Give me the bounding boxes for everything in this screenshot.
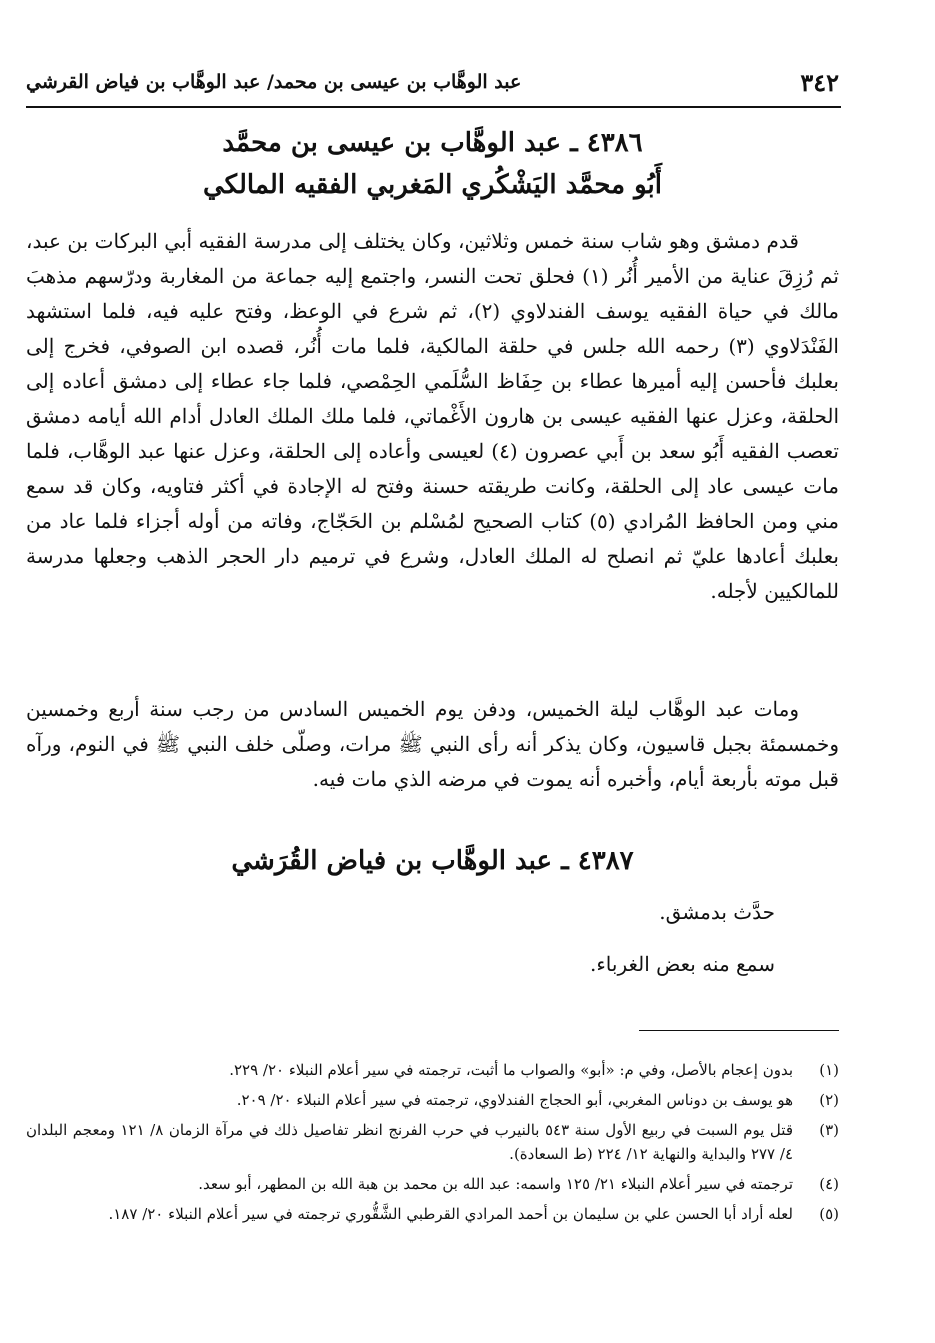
footnote (26, 1088, 839, 1112)
footnote-text: هو يوسف بن دوناس المغربي، أبو الحجاج الفندلاوي، ترجمته في سير أعلام النبلاء ٢٠/ ٢٠٩. (236, 1091, 793, 1109)
footnote-number: (٣) (819, 1121, 839, 1139)
footnote (26, 1058, 839, 1082)
footnotes (26, 1058, 839, 1232)
footnote-text: قتل يوم السبت في ربيع الأول سنة ٥٤٣ بالنيرب في حرب الفرنج انظر تفاصيل ذلك في مرآة الزمان ٨/ ١٢١ ومعجم البلدان ٤/ ٢٧٧ والبداية والنهاية ١٢/ ٢٢٤ (ط السعادة). (26, 1121, 793, 1163)
footnote-number: (١) (819, 1061, 839, 1079)
footnote-number: (٢) (819, 1091, 839, 1109)
footnote (26, 1202, 839, 1226)
footnote-text: بدون إعجام بالأصل، وفي م: «أبو» والصواب ما أثبت، ترجمته في سير أعلام النبلاء ٢٠/ ٢٢٩. (229, 1061, 793, 1079)
footnote-number: (٤) (819, 1175, 839, 1193)
header-divider (26, 106, 841, 108)
entry-4387-line-2: سمع منه بعض الغرباء. (590, 952, 775, 976)
footnote-divider (639, 1030, 839, 1031)
footnote (26, 1118, 839, 1166)
entry-4386-paragraph-2: ومات عبد الوهَّاب ليلة الخميس، ودفن يوم الخميس السادس من رجب سنة أربع وخمسين وخمسمئة بجبل قاسيون، وكان يذكر أنه رأى النبي ﷺ مرات، وصلّى خلف النبي ﷺ في النوم، ورآه قبل موته بأربعة أيام، وأخبره أنه يموت في مرضه الذي مات فيه. (26, 697, 839, 791)
running-title: عبد الوهَّاب بن عيسى بن محمد/ عبد الوهَّاب بن فياض القرشي (26, 71, 522, 93)
entry-4386-paragraph-1: قدم دمشق وهو شاب سنة خمس وثلاثين، وكان يختلف إلى مدرسة الفقيه أبي البركات بن عبد، ثم رُزِقَ عناية من الأمير أُنُر (١) فحلق تحت النسر، واجتمع إليه جماعة من المغاربة ودرّسهم مذهبَ مالك في حياة الفقيه يوسف الفندلاوي (٢)، ثم شرع في الوعظ، وفتح عليه فيه، فلما استشهد الفَنْدَلاوي (٣) رحمه الله جلس في حلقة المالكية، فلما مات أُنُر، قصده ابن الصوفي، فخرج إلى بعلبك فأحسن إليه أميرها عطاء بن حِفَاظ السُّلَمي الحِمْصي، فلما جاء عطاء إلى دمشق أعاده إلى الحلقة، وعزل عنها الفقيه عيسى بن هارون الأَغْماتي، فلما ملك الملك العادل أدام الله أيامه دمشق تعصب الفقيه أَبُو سعد بن أَبي عصرون (٤) لعيسى وأعاده إلى الحلقة، وعزل عنها عبد الوهَّاب، فلما مات عيسى عاد إلى الحلقة، وكانت طريقته حسنة وفتح له الإجادة في أكثر فتاويه، وكان قد سمع مني ومن الحافظ المُرادي (٥) كتاب الصحيح لمُسْلم بن الحَجّاج، وفاته من أوله أجزاء فلما عاد من بعلبك أعادها عليّ ثم انصلح له الملك العادل، وشرع في ترميم دار الحجر الذهب وجعلها مدرسة للمالكيين لأجله. (26, 229, 840, 603)
footnote (26, 1172, 839, 1196)
footnote-text: ترجمته في سير أعلام النبلاء ٢١/ ١٢٥ واسمه: عبد الله بن محمد بن هبة الله بن المطهر، أبو سعد. (198, 1175, 793, 1193)
entry-4386-subtitle: أَبُو محمَّد اليَشْكُري المَغربي الفقيه المالكي (202, 170, 663, 200)
page-number: ٣٤٢ (800, 67, 839, 97)
entry-4387-title: ٤٣٨٧ ـ عبد الوهَّاب بن فياض القُرَشي (231, 846, 634, 876)
entry-4387-line-1: حدَّث بدمشق. (659, 900, 775, 924)
footnote-number: (٥) (819, 1205, 839, 1223)
running-header (26, 62, 839, 102)
footnote-text: لعله أراد أبا الحسن علي بن سليمان بن أحمد المرادي القرطبي الشَّقُّوري ترجمته في سير أعلام النبلاء ٢٠/ ١٨٧. (108, 1205, 793, 1223)
entry-4386-title: ٤٣٨٦ ـ عبد الوهَّاب بن عيسى بن محمَّد (222, 128, 643, 158)
